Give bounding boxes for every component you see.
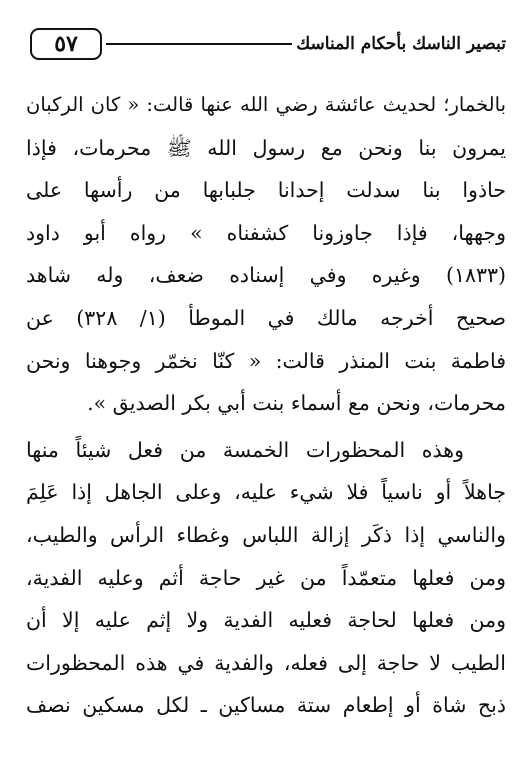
text-line: وجهها، فإذا جاوزونا كشفناه » رواه أبو داود (26, 220, 506, 245)
text-line: يمرون بنا ونحن مع رسول الله ﷺ محرمات، فإذا (26, 135, 506, 160)
page-header (30, 24, 506, 64)
text-line: بالخمار؛ لحديث عائشة رضي الله عنها قالت: « كان الركبان (26, 93, 506, 116)
text-line-first: وهذه المحظورات الخمسة من فعل شيئاً منها (26, 437, 464, 462)
page-number: ٥٧ (30, 28, 102, 60)
text-line: حاذوا بنا سدلت إحدانا جلبابها من رأسها على (26, 178, 506, 203)
page-body (26, 84, 506, 727)
text-line: ومن فعلها متعمّداً من غير حاجة أثم وعليه الفدية، (26, 565, 506, 590)
book-title: تبصير الناسك بأحكام المناسك (296, 34, 506, 54)
text-line: والناسي إذا ذكَر إزالة اللباس وغطاء الرأس والطيب، (26, 522, 506, 547)
header-rule (106, 43, 292, 45)
text-line: جاهلاً أو ناسياً فلا شيء عليه، وعلى الجاهل إذا عَلِمَ (26, 480, 506, 505)
text-line: الطيب لا حاجة إلى فعله، والفدية في هذه المحظورات (26, 650, 506, 675)
text-line: ومن فعلها لحاجة فعليه الفدية ولا إثم عليه إلا أن (26, 608, 506, 633)
text-line: فاطمة بنت المنذر قالت: « كنّا نخمّر وجوهنا ونحن (26, 348, 506, 373)
text-line: (١٨٣٣) وغيره وفي إسناده ضعف، وله شاهد (26, 263, 506, 288)
text-line: صحيح أخرجه مالك في الموطأ (١/ ٣٢٨) عن (26, 305, 506, 330)
text-line-last: محرمات، ونحن مع أسماء بنت أبي بكر الصديق ». (87, 391, 506, 416)
text-line: ذبح شاة أو إطعام ستة مساكين ـ لكل مسكين نصف (26, 693, 506, 718)
